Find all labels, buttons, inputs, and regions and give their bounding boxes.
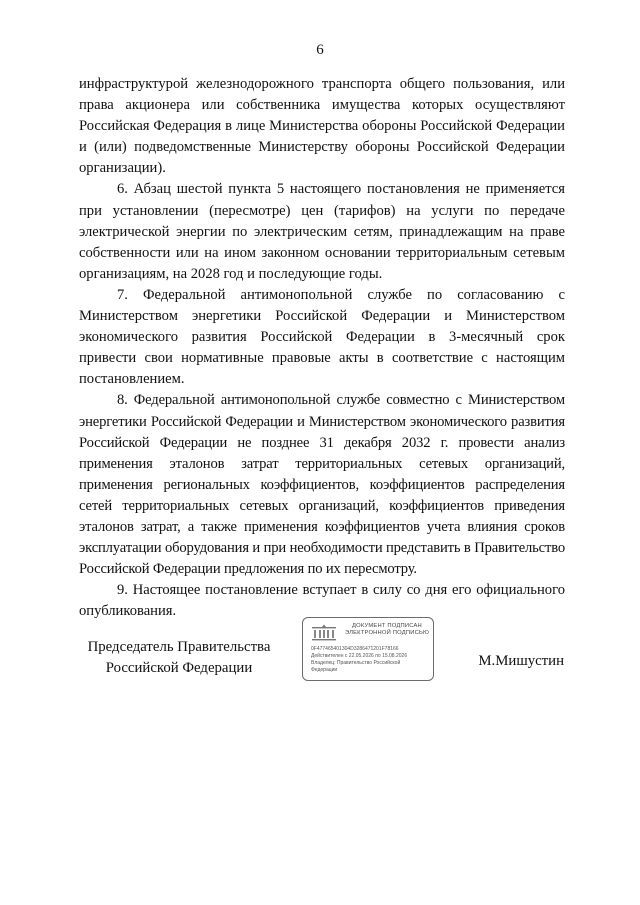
paragraph-item-7: 7. Федеральной антимонопольной службе по согласованию с Министерством энергетики Российской Федерации и Министерством экономического развития Российской Федерации в 3-месячный срок привести свои нормативные правовые акты в соответствие с настоящим постановлением. xyxy=(79,286,565,388)
electronic-signature-stamp xyxy=(302,617,434,681)
stamp-owner-line2: Федерации xyxy=(311,667,338,673)
stamp-title xyxy=(341,623,433,637)
paragraph-continuation: инфраструктурой железнодорожного транспорта общего пользования, или права акционера или собственника имущества которых осуществляют Российская Федерация в лице Министерства обороны Российской Федерации и (или) подведомственные Министерству обороны Российской Федерации организации). xyxy=(79,76,565,177)
paragraph-item-6: 6. Абзац шестой пункта 5 настоящего постановления не применяется при установлении (пересмотре) цен (тарифов) на услуги по передаче электрической энергии по электрическим сетям, принадлежащим на праве собственности или на ином законном основании территориальным сетевым организациям, на 2028 год и последующие годы. xyxy=(79,181,565,282)
signatory-name: М.Мишустин xyxy=(478,653,564,669)
signatory-position-line2: Российской Федерации xyxy=(105,660,253,676)
paragraph-item-8: 8. Федеральной антимонопольной службе совместно с Министерством энергетики Российской Федерации и Министерством экономического развития Российской Федерации не позднее 31 декабря 2032 г. провести анализ применения эталонов затрат территориальных сетевых организаций, применения региональных коэффициентов, коэффициентов распределения сетей территориальных сетевых организаций, коэффициентов приведения эталонов затрат, а также применения коэффициентов учета влияния сроков эксплуатации оборудования и при необходимости представить в Правительство Российской Федерации предложения по их пересмотру. xyxy=(79,392,565,578)
page-number: 6 xyxy=(316,42,324,58)
stamp-owner-line1: Владелец: Правительство Российской xyxy=(311,660,401,666)
stamp-title-line2: ЭЛЕКТРОННОЙ ПОДПИСЬЮ xyxy=(344,630,430,636)
stamp-title-line1: ДОКУМЕНТ ПОДПИСАН xyxy=(352,623,422,629)
paragraph-item-9: 9. Настоящее постановление вступает в силу со дня его официального опубликования. xyxy=(79,582,565,620)
signatory-position xyxy=(79,637,279,679)
stamp-certificate: 0F477465401304D3286471201F78166 xyxy=(311,646,399,652)
coat-of-arms-icon xyxy=(311,624,337,642)
document-body xyxy=(79,74,565,622)
signatory-position-line1: Председатель Правительства xyxy=(87,639,271,655)
stamp-validity: Действителен с 22.05.2026 по 15.08.2026 xyxy=(311,653,408,659)
